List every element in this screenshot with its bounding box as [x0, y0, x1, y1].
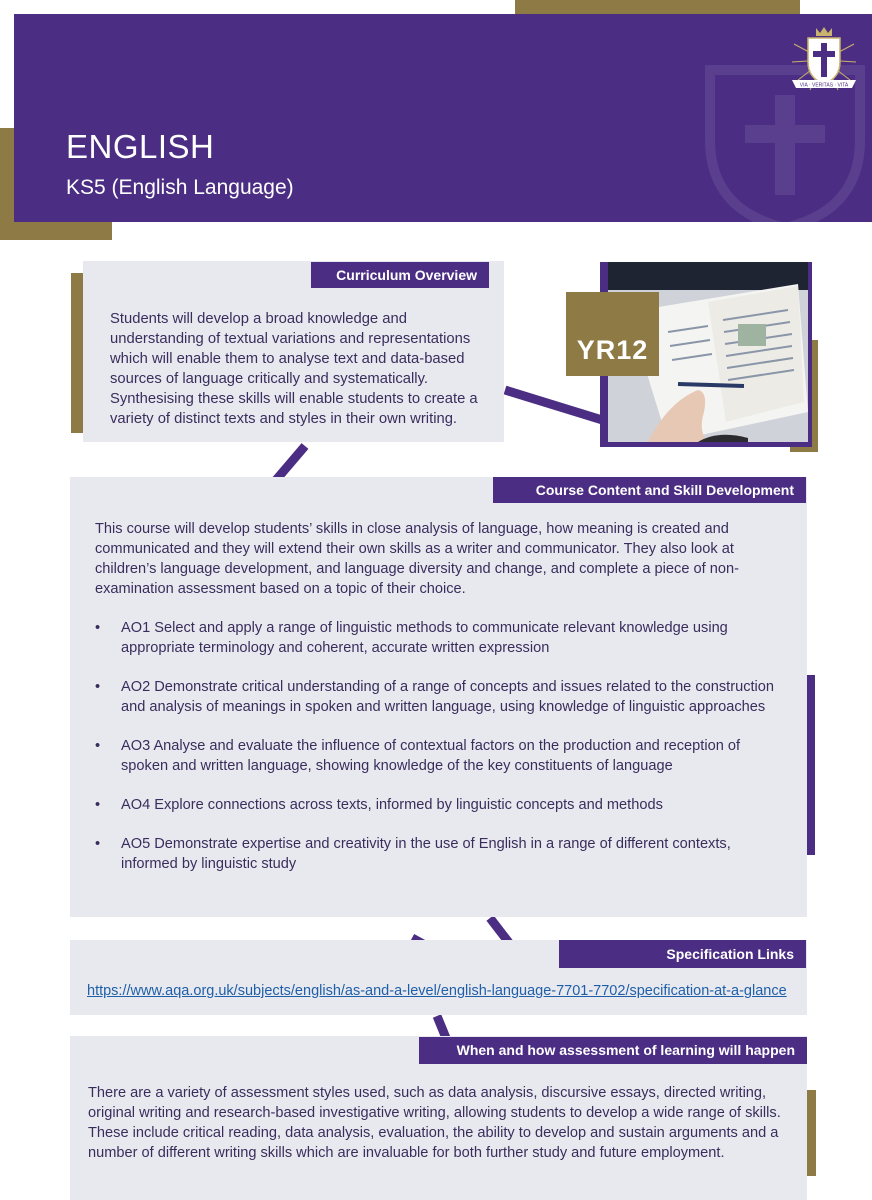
objective-ao1: • AO1 Select and apply a range of linguistic methods to communicate relevant knowledge using appropriate terminology and coherent, accurate written expression [95, 618, 785, 658]
spec-link-container [87, 981, 807, 1001]
page-subtitle: KS5 (English Language) [66, 176, 294, 199]
spec-tag: Specification Links [559, 940, 806, 968]
objective-ao4: • AO4 Explore connections across texts, informed by linguistic concepts and methods [95, 795, 785, 815]
curriculum-accent-bar [71, 273, 83, 433]
assessment-accent-bar [807, 1090, 816, 1176]
objective-ao2: • AO2 Demonstrate critical understanding of a range of concepts and issues related to the construction and analysis of meanings in spoken and written language, using knowledge of linguistic approaches [95, 677, 785, 717]
course-intro: This course will develop students’ skills in close analysis of language, how meaning is created and communicated and they will extend their own skills as a writer and communicator. They also look at children’s language development, and language diversity and change, and complete a piece of non-examination assessment based on a topic of their choice. [95, 521, 739, 597]
yr12-badge [566, 292, 659, 376]
assessment-tag: When and how assessment of learning will happen [419, 1037, 807, 1064]
course-tag: Course Content and Skill Development [493, 477, 806, 503]
objective-ao5: • AO5 Demonstrate expertise and creativity in the use of English in a range of different contexts, informed by linguistic study [95, 834, 785, 874]
page-title: ENGLISH [66, 128, 215, 165]
objective-ao3: • AO3 Analyse and evaluate the influence of contextual factors on the production and reception of spoken and written language, showing knowledge of the key constituents of language [95, 736, 785, 776]
assessment-objectives [95, 618, 785, 893]
curriculum-text: Students will develop a broad knowledge and understanding of textual variations and representations which will enable them to analyse text and data-based sources of language critically and systematically. Synthesising these skills will enable students to create a variety of distinct texts and styles in their own writing. [110, 311, 478, 427]
yr12-label: YR12 [576, 335, 649, 365]
svg-text:VIA · VERITAS · VITA: VIA · VERITAS · VITA [799, 82, 849, 89]
curriculum-tag: Curriculum Overview [311, 262, 489, 288]
course-accent-bar [807, 675, 815, 855]
spec-link[interactable]: https://www.aqa.org.uk/subjects/english/as-and-a-level/english-language-7701-7702/specification-at-a-glance [87, 983, 787, 999]
assessment-text: There are a variety of assessment styles used, such as data analysis, discursive essays, directed writing, original writing and research-based investigative writing, allowing students to develop a wide range of skills. These include critical reading, data analysis, evaluation, the ability to develop and sustain arguments and a number of different writing skills which are invaluable for both further study and future employment. [88, 1085, 781, 1161]
